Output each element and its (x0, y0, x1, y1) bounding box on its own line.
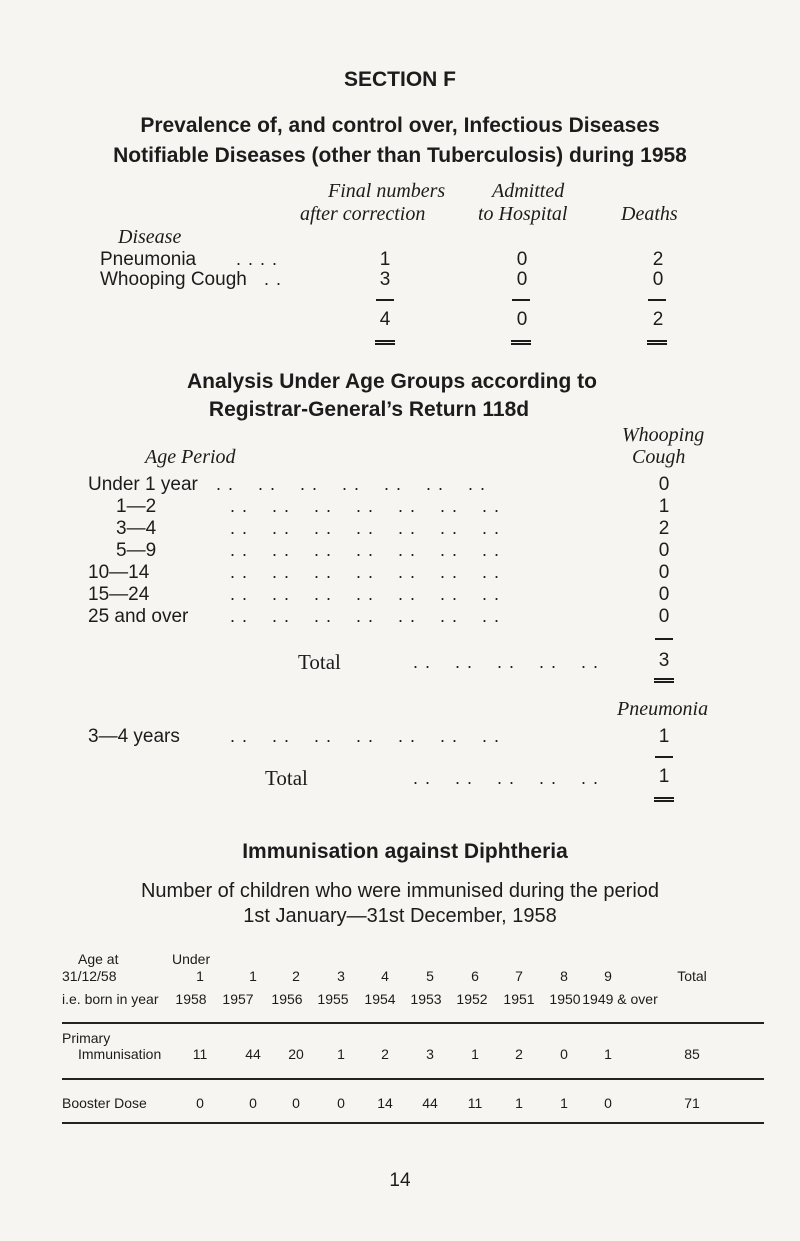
deaths-count: 2 (652, 249, 664, 270)
year-cell: 1957 (222, 991, 254, 1007)
disease-name: Whooping Cough (100, 269, 247, 290)
booster-value-cell: 71 (684, 1095, 700, 1111)
booster-value-cell: 0 (292, 1095, 300, 1111)
disease-name: Pneumonia (100, 249, 197, 270)
age-value: 2 (658, 518, 670, 539)
analysis-title: Analysis Under Age Groups according to (187, 370, 597, 393)
table-rule (62, 1078, 764, 1080)
analysis-subtitle: Registrar-General’s Return 118d (208, 398, 530, 421)
leader-dots: . . . . . . . . . . . . . . (230, 518, 501, 538)
column-header-to-hospital: to Hospital (478, 203, 568, 225)
admitted-count: 0 (516, 269, 528, 290)
sum-rule (512, 299, 530, 301)
booster-value-cell: 1 (560, 1095, 568, 1111)
leader-dots: . . . . . . . . . . . . . . (216, 474, 487, 494)
primary-value-cell: 1 (471, 1046, 479, 1062)
sum-rule (655, 638, 673, 640)
total-label: Total (265, 766, 308, 790)
age-period: 3—4 years (88, 726, 180, 747)
booster-value-cell: 14 (377, 1095, 393, 1111)
booster-value-cell: 0 (604, 1095, 612, 1111)
double-rule (375, 340, 395, 345)
primary-value-cell: 1 (604, 1046, 612, 1062)
header-under: Under (172, 951, 211, 967)
immunisation-subtitle: Number of children who were immunised during the period (140, 880, 660, 902)
row-label-booster: Booster Dose (62, 1095, 147, 1111)
age-cell: 7 (515, 968, 523, 984)
booster-value-cell: 0 (249, 1095, 257, 1111)
age-cell: 1 (196, 968, 204, 984)
column-header-after-correction: after correction (300, 203, 426, 225)
year-cell: 1955 (317, 991, 349, 1007)
booster-value-cell: 0 (337, 1095, 345, 1111)
age-cell: 3 (337, 968, 345, 984)
column-header-deaths: Deaths (621, 203, 678, 225)
age-period: 10—14 (88, 562, 150, 583)
page-number: 14 (389, 1170, 411, 1191)
total-value: 1 (658, 766, 670, 787)
double-rule (511, 340, 531, 345)
primary-value-cell: 11 (192, 1046, 208, 1062)
sum-rule (655, 756, 673, 758)
year-cell: 1952 (456, 991, 488, 1007)
leader-dots: . . . . (236, 249, 279, 269)
age-value: 0 (658, 606, 670, 627)
age-cell: 6 (471, 968, 479, 984)
booster-value-cell: 1 (515, 1095, 523, 1111)
total-value: 3 (658, 650, 670, 671)
booster-value-cell: 0 (196, 1095, 204, 1111)
primary-value-cell: 0 (560, 1046, 568, 1062)
age-cell: 1 (249, 968, 257, 984)
header-date: 31/12/58 (62, 968, 117, 984)
age-cell: Total (677, 968, 707, 984)
leader-dots: . . . . . . . . . . (413, 768, 600, 788)
header-age-at: Age at (78, 951, 119, 967)
leader-dots: . . (264, 269, 283, 289)
double-rule (654, 678, 674, 683)
final-count: 1 (379, 249, 391, 270)
year-cell: 1958 (175, 991, 207, 1007)
year-cell: 1951 (503, 991, 535, 1007)
column-header-disease: Disease (118, 226, 182, 248)
age-cell: 2 (292, 968, 300, 984)
primary-value-cell: 2 (381, 1046, 389, 1062)
total-label: Total (298, 650, 341, 674)
sum-rule (648, 299, 666, 301)
double-rule (647, 340, 667, 345)
total-final: 4 (379, 309, 391, 330)
primary-value-cell: 44 (245, 1046, 261, 1062)
age-cell: 9 (604, 968, 612, 984)
year-cell: 1954 (364, 991, 396, 1007)
year-cell: 1956 (271, 991, 303, 1007)
age-value: 0 (658, 540, 670, 561)
section-title: SECTION F (343, 68, 456, 91)
admitted-count: 0 (516, 249, 528, 270)
column-header-final-numbers: Final numbers (328, 180, 446, 202)
leader-dots: . . . . . . . . . . . . . . (230, 540, 501, 560)
age-period: 25 and over (88, 606, 189, 627)
age-period: 5—9 (116, 540, 157, 561)
leader-dots: . . . . . . . . . . (413, 652, 600, 672)
age-value: 1 (658, 496, 670, 517)
primary-value-cell: 20 (288, 1046, 304, 1062)
deaths-count: 0 (652, 269, 664, 290)
age-period: 15—24 (88, 584, 150, 605)
primary-value-cell: 1 (337, 1046, 345, 1062)
age-value: 0 (658, 584, 670, 605)
table-rule (62, 1022, 764, 1024)
age-cell: 4 (381, 968, 389, 984)
leader-dots: . . . . . . . . . . . . . . (230, 584, 501, 604)
immunisation-period: 1st January—31st December, 1958 (243, 905, 557, 927)
leader-dots: . . . . . . . . . . . . . . (230, 726, 501, 746)
primary-value-cell: 85 (684, 1046, 700, 1062)
leader-dots: . . . . . . . . . . . . . . (230, 606, 501, 626)
primary-value-cell: 3 (426, 1046, 434, 1062)
total-admitted: 0 (516, 309, 528, 330)
double-rule (654, 797, 674, 802)
pneumonia-value: 1 (658, 726, 670, 747)
age-cell: 5 (426, 968, 434, 984)
column-header-whooping: Whooping (622, 424, 705, 446)
sum-rule (376, 299, 394, 301)
header-born-in-year: i.e. born in year (62, 991, 159, 1007)
leader-dots: . . . . . . . . . . . . . . (230, 562, 501, 582)
age-period: 3—4 (116, 518, 157, 539)
page-subheading: Notifiable Diseases (other than Tuberculosis) during 1958 (113, 144, 687, 167)
row-label-primary: Primary (62, 1030, 111, 1046)
year-cell: 1949 & over (582, 991, 658, 1007)
immunisation-title: Immunisation against Diphtheria (242, 840, 568, 863)
booster-value-cell: 44 (422, 1095, 438, 1111)
leader-dots: . . . . . . . . . . . . . . (230, 496, 501, 516)
table-rule (62, 1122, 764, 1124)
age-period: 1—2 (116, 496, 157, 517)
age-period: Under 1 year (88, 474, 198, 495)
age-value: 0 (658, 562, 670, 583)
age-value: 0 (658, 474, 670, 495)
primary-value-cell: 2 (515, 1046, 523, 1062)
year-cell: 1953 (410, 991, 442, 1007)
column-header-cough: Cough (632, 446, 686, 468)
booster-value-cell: 11 (467, 1095, 483, 1111)
age-cell: 8 (560, 968, 568, 984)
column-header-age-period: Age Period (145, 446, 236, 468)
column-header-admitted: Admitted (492, 180, 565, 202)
final-count: 3 (379, 269, 391, 290)
year-cell: 1950 (549, 991, 581, 1007)
row-label-immunisation: Immunisation (78, 1046, 162, 1062)
page-heading: Prevalence of, and control over, Infectious Diseases (140, 114, 660, 137)
total-deaths: 2 (652, 309, 664, 330)
column-header-pneumonia: Pneumonia (617, 698, 709, 720)
